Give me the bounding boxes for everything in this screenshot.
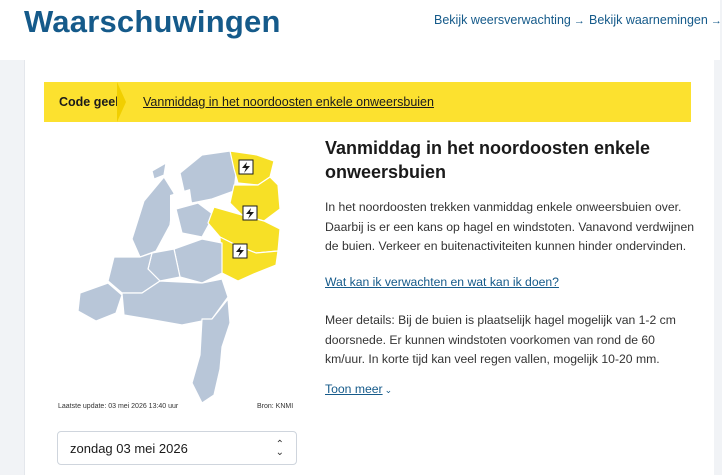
source-caption: Bron: KNMI: [257, 403, 294, 410]
province-zeeland: [78, 283, 122, 321]
netherlands-map: [52, 133, 327, 418]
warning-headline: Vanmiddag in het noordoosten enkele onweersbuien: [325, 138, 651, 182]
expect-link[interactable]: Wat kan ik verwachten en wat kan ik doen?: [325, 275, 559, 289]
last-update-caption: Laatste update: 03 mei 2026 13:40 uur: [58, 403, 179, 410]
show-more-button[interactable]: [325, 382, 392, 396]
chevron-up-down-icon: ⌃ ⌄: [275, 439, 284, 458]
chevron-down-icon: ⌄: [384, 385, 393, 395]
province-gelderland-west: [174, 239, 222, 283]
page-title: Waarschuwingen: [24, 4, 281, 39]
forecast-link-label: Bekijk weersverwachting: [434, 13, 571, 27]
warning-map[interactable]: [52, 133, 327, 418]
code-level-label: Code geel: [44, 82, 126, 122]
observations-link-label: Bekijk waarnemingen: [589, 13, 708, 27]
date-select-value: zondag 03 mei 2026: [70, 440, 188, 456]
show-more-label: Toon meer: [325, 382, 383, 396]
date-select[interactable]: [57, 431, 297, 465]
arrow-right-icon: →: [573, 15, 585, 27]
lightning-icon: [233, 244, 247, 258]
warning-banner[interactable]: [44, 82, 691, 122]
arrow-right-icon: →: [710, 15, 722, 27]
province-flevoland: [176, 203, 214, 237]
warning-description: In het noordoosten trekken vanmiddag enkele onweersbuien over. Daarbij is er een kans op hagel en windstoten. Vanavond verdwijnen de buien. Verkeer en buitenactiviteiten kunnen hinder ondervinden.: [325, 200, 695, 253]
observations-link[interactable]: [589, 13, 722, 27]
province-noord-holland: [132, 177, 174, 257]
warning-details: Meer details: Bij de buien is plaatselijk hagel mogelijk van 1-2 cm doorsnede. Er kunnen windstoten voorkomen van rond de 60 km/uur. In korte tijd kan veel regen vallen, mogelijk 10-20 mm.: [325, 313, 676, 366]
lightning-icon: [239, 160, 253, 174]
banner-warning-link[interactable]: Vanmiddag in het noordoosten enkele onweersbuien: [143, 95, 434, 109]
forecast-link[interactable]: [434, 13, 585, 27]
lightning-icon: [243, 206, 257, 220]
